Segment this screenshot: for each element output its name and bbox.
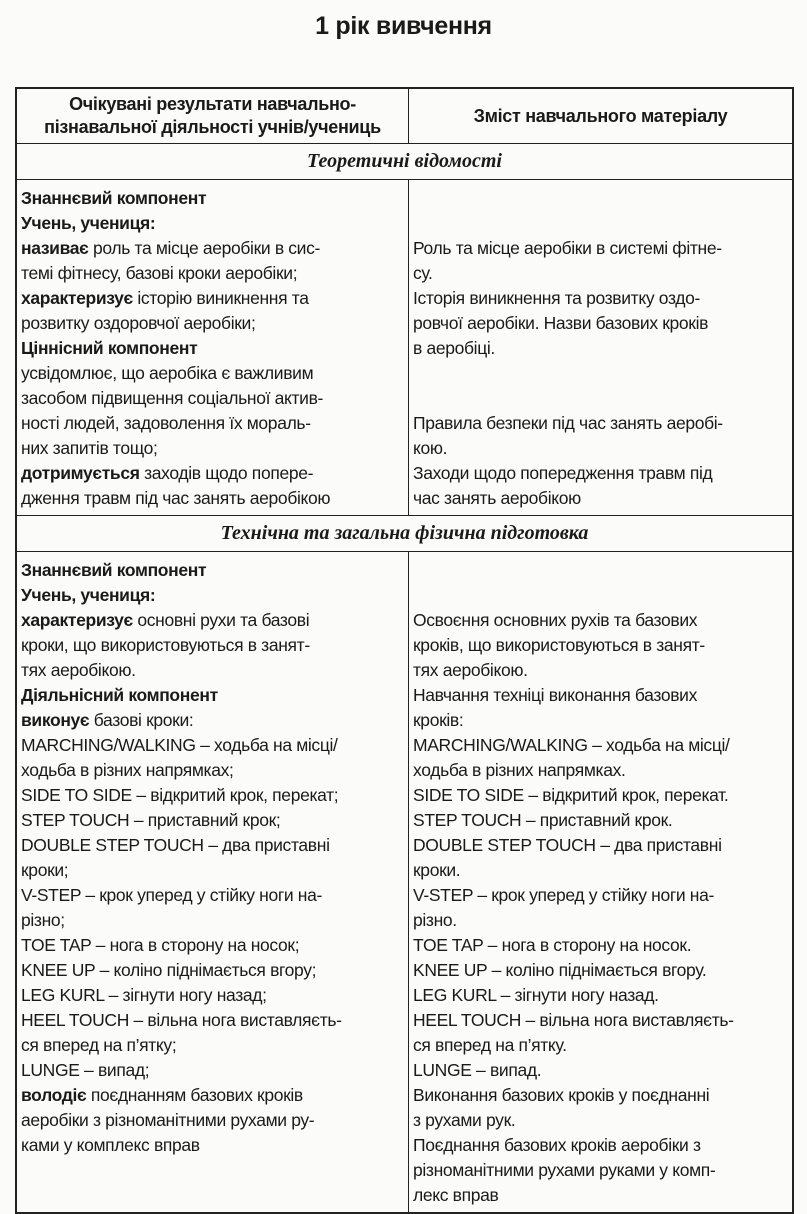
text-line	[413, 1108, 788, 1133]
text-line	[413, 436, 788, 461]
line-text: ками у комплекс вправ	[21, 1135, 200, 1155]
text-line	[413, 336, 788, 361]
text-line	[21, 411, 404, 436]
section-title: Технічна та загальна фізична підготовка	[16, 516, 793, 552]
line-text: ходьба в різних напрямках;	[21, 760, 234, 780]
line-text: кроків:	[413, 710, 464, 730]
line-text: SIDE TO SIDE – відкритий крок, перекат;	[21, 785, 339, 805]
text-line	[413, 808, 788, 833]
text-line	[413, 1083, 788, 1108]
page-title: 1 рік вивчення	[315, 12, 492, 40]
line-text: Правила безпеки під час занять аеробі-	[413, 413, 723, 433]
line-text: Освоєння основних рухів та базових	[413, 610, 698, 630]
line-text: кроки.	[413, 860, 461, 880]
text-line	[413, 1008, 788, 1033]
content-row	[16, 552, 793, 1214]
line-text: засобом підвищення соціальної актив-	[21, 388, 324, 408]
text-line	[413, 783, 788, 808]
line-text: кроків, що використовуються в занят-	[413, 635, 705, 655]
text-line	[21, 361, 404, 386]
text-line	[21, 1108, 404, 1133]
bold-term: Знаннєвий компонент	[21, 560, 207, 580]
text-line	[21, 211, 404, 236]
line-text: кою.	[413, 438, 448, 458]
line-text: ності людей, задоволення їх мораль-	[21, 413, 311, 433]
bold-term: Учень, учениця:	[21, 213, 156, 233]
text-line	[413, 633, 788, 658]
bold-term: Діяльнісний компонент	[21, 685, 218, 705]
line-text: Історія виникнення та розвитку оздо-	[413, 288, 700, 308]
line-text: KNEE UP – коліно піднімається вгору.	[413, 960, 707, 980]
text-line	[21, 633, 404, 658]
text-line	[413, 883, 788, 908]
text-line	[21, 833, 404, 858]
text-line	[413, 608, 788, 633]
text-line	[413, 683, 788, 708]
line-text: Навчання техніці виконання базових	[413, 685, 698, 705]
line-text: поєднанням базових кроків	[86, 1085, 303, 1105]
line-text: TOE TAP – нога в сторону на носок.	[413, 935, 692, 955]
section-title: Теоретичні відомості	[16, 144, 793, 180]
line-text: час занять аеробікою	[413, 488, 581, 508]
line-text: усвідомлює, що аеробіка є важливим	[21, 363, 314, 383]
text-line	[21, 386, 404, 411]
text-line	[21, 908, 404, 933]
text-line	[413, 461, 788, 486]
text-line	[21, 486, 404, 511]
text-line	[413, 933, 788, 958]
line-text: основні рухи та базові	[132, 610, 310, 630]
text-line	[21, 883, 404, 908]
line-text: ся вперед на п’ятку;	[21, 1035, 177, 1055]
text-line	[413, 558, 788, 583]
line-text: базові кроки:	[89, 710, 194, 730]
line-text: DOUBLE STEP TOUCH – два приставні	[21, 835, 330, 855]
header-left-line: пізнавальної діяльності учнів/учениць	[44, 117, 381, 137]
text-line	[21, 733, 404, 758]
text-line	[413, 583, 788, 608]
line-text: різноманітними рухами руками у комп-	[413, 1160, 716, 1180]
expected-results-cell	[16, 552, 409, 1214]
text-line	[21, 858, 404, 883]
text-line	[21, 608, 404, 633]
line-text: DOUBLE STEP TOUCH – два приставні	[413, 835, 722, 855]
text-line	[21, 708, 404, 733]
text-line	[413, 1183, 788, 1208]
line-text: STEP TOUCH – приставний крок.	[413, 810, 673, 830]
header-left-line: Очікувані результати навчально-	[69, 94, 356, 114]
line-text: LUNGE – випад.	[413, 1060, 542, 1080]
bold-term: Ціннісний компонент	[21, 338, 198, 358]
text-line	[21, 336, 404, 361]
line-text: SIDE TO SIDE – відкритий крок, перекат.	[413, 785, 729, 805]
line-text: в аеробіці.	[413, 338, 495, 358]
line-text: лекс вправ	[413, 1185, 499, 1205]
line-text: MARCHING/WALKING – ходьба на місці/	[413, 735, 730, 755]
text-line	[413, 286, 788, 311]
line-text: V-STEP – крок уперед у стійку ноги на-	[413, 885, 714, 905]
line-text: KNEE UP – коліно піднімається вгору;	[21, 960, 317, 980]
text-line	[413, 1058, 788, 1083]
text-line	[413, 833, 788, 858]
text-line	[413, 958, 788, 983]
text-line	[21, 1083, 404, 1108]
line-text: LEG KURL – зігнути ногу назад.	[413, 985, 659, 1005]
text-line	[413, 733, 788, 758]
text-line	[21, 683, 404, 708]
text-line	[21, 236, 404, 261]
line-text: розвитку оздоровчої аеробіки;	[21, 313, 256, 333]
line-text: темі фітнесу, базові кроки аеробіки;	[21, 263, 298, 283]
line-text: STEP TOUCH – приставний крок;	[21, 810, 281, 830]
line-text: Виконання базових кроків у поєднанні	[413, 1085, 710, 1105]
line-text: V-STEP – крок уперед у стійку ноги на-	[21, 885, 322, 905]
text-line	[21, 461, 404, 486]
text-line	[21, 958, 404, 983]
content-cell	[409, 552, 794, 1214]
text-line	[21, 658, 404, 683]
line-text: них запитів тощо;	[21, 438, 158, 458]
text-line	[21, 311, 404, 336]
text-line	[413, 983, 788, 1008]
text-line	[413, 386, 788, 411]
text-line	[413, 311, 788, 336]
bold-term: характеризує	[21, 288, 133, 308]
line-text: дження травм під час занять аеробікою	[21, 488, 331, 508]
text-line	[413, 858, 788, 883]
line-text: кроки;	[21, 860, 69, 880]
text-line	[21, 558, 404, 583]
line-text: TOE TAP – нога в сторону на носок;	[21, 935, 300, 955]
bold-term: Учень, учениця:	[21, 585, 156, 605]
bold-term: Знаннєвий компонент	[21, 188, 207, 208]
text-line	[21, 1008, 404, 1033]
line-text: HEEL TOUCH – вільна нога виставляєть-	[413, 1010, 734, 1030]
line-text: кроки, що використовуються в занят-	[21, 635, 310, 655]
line-text: з рухами рук.	[413, 1110, 516, 1130]
bold-term: виконує	[21, 710, 90, 730]
table-header-row	[16, 88, 793, 144]
text-line	[413, 758, 788, 783]
line-text: LUNGE – випад;	[21, 1060, 150, 1080]
content-cell	[409, 180, 794, 516]
curriculum-table	[15, 87, 794, 1214]
text-line	[21, 1058, 404, 1083]
line-text: Роль та місце аеробіки в системі фітне-	[413, 238, 722, 258]
line-text: історію виникнення та	[132, 288, 309, 308]
line-text: су.	[413, 263, 433, 283]
line-text: Поєднання базових кроків аеробіки з	[413, 1135, 701, 1155]
text-line	[413, 486, 788, 511]
text-line	[21, 286, 404, 311]
section-row	[16, 144, 793, 180]
line-text: MARCHING/WALKING – ходьба на місці/	[21, 735, 338, 755]
line-text: роль та місце аеробіки в сис-	[88, 238, 320, 258]
line-text: HEEL TOUCH – вільна нога виставляєть-	[21, 1010, 342, 1030]
text-line	[21, 933, 404, 958]
text-line	[21, 436, 404, 461]
text-line	[413, 211, 788, 236]
text-line	[21, 983, 404, 1008]
section-row	[16, 516, 793, 552]
text-line	[413, 908, 788, 933]
text-line	[413, 261, 788, 286]
text-line	[413, 411, 788, 436]
content-row	[16, 180, 793, 516]
text-line	[413, 1033, 788, 1058]
text-line	[21, 1133, 404, 1158]
text-line	[21, 783, 404, 808]
text-line	[413, 236, 788, 261]
line-text: різно;	[21, 910, 65, 930]
bold-term: дотримується	[21, 463, 140, 483]
text-line	[413, 708, 788, 733]
text-line	[413, 1158, 788, 1183]
text-line	[21, 1033, 404, 1058]
text-line	[413, 186, 788, 211]
line-text: LEG KURL – зігнути ногу назад;	[21, 985, 267, 1005]
header-expected-results	[16, 88, 409, 144]
text-line	[21, 808, 404, 833]
bold-term: володіє	[21, 1085, 87, 1105]
text-line	[21, 261, 404, 286]
line-text: заходів щодо попере-	[139, 463, 314, 483]
text-line	[413, 658, 788, 683]
line-text: ровчої аеробіки. Назви базових кроків	[413, 313, 709, 333]
line-text: тях аеробікою.	[413, 660, 528, 680]
line-text: тях аеробікою.	[21, 660, 136, 680]
text-line	[21, 583, 404, 608]
text-line	[21, 186, 404, 211]
bold-term: характеризує	[21, 610, 133, 630]
bold-term: називає	[21, 238, 89, 258]
header-content: Зміст навчального матеріалу	[409, 88, 794, 144]
text-line	[413, 361, 788, 386]
line-text: різно.	[413, 910, 457, 930]
text-line	[21, 758, 404, 783]
line-text: ся вперед на п’ятку.	[413, 1035, 567, 1055]
line-text: Заходи щодо попередження травм під	[413, 463, 713, 483]
text-line	[413, 1133, 788, 1158]
expected-results-cell	[16, 180, 409, 516]
line-text: ходьба в різних напрямках.	[413, 760, 626, 780]
line-text: аеробіки з різноманітними рухами ру-	[21, 1110, 315, 1130]
